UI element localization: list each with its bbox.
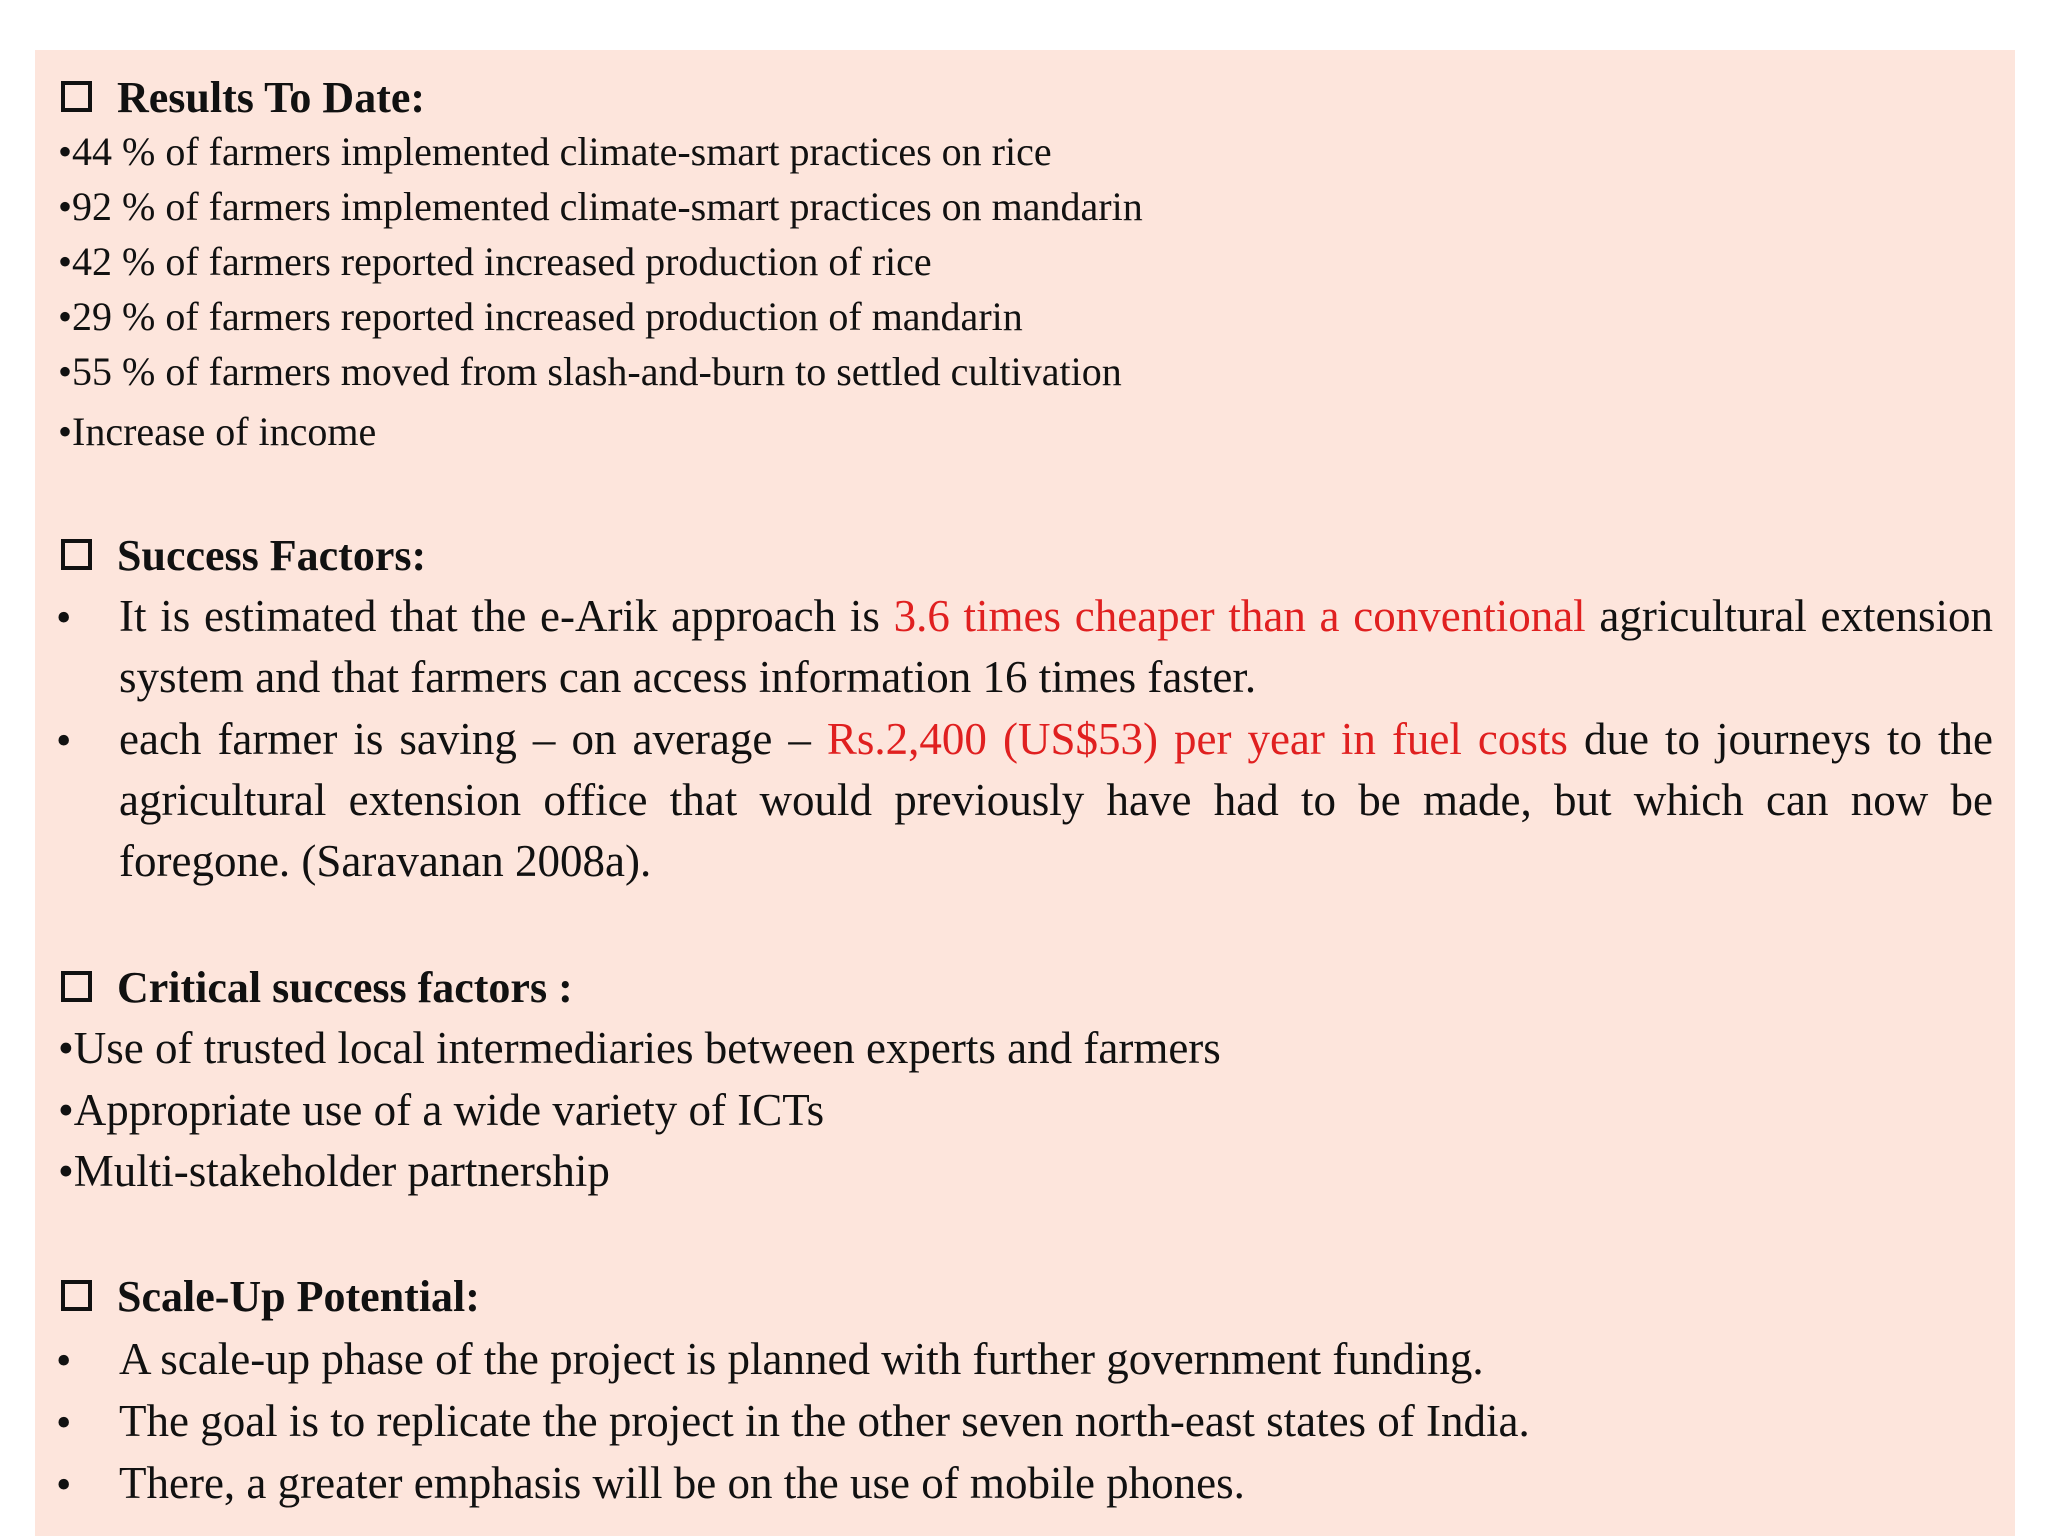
checkbox-square-icon	[61, 539, 92, 570]
results-item: •42 % of farmers reported increased production of rice	[58, 239, 932, 284]
checkbox-square-icon	[61, 971, 92, 1002]
critical-heading-label: Critical success factors :	[117, 963, 573, 1012]
critical-item: •Appropriate use of a wide variety of ICTs	[58, 1085, 825, 1135]
success-heading	[61, 531, 427, 580]
scaleup-item-text: A scale-up phase of the project is planned with further government funding.	[119, 1334, 1484, 1384]
results-heading	[61, 73, 426, 122]
results-item: •92 % of farmers implemented climate-smart practices on mandarin	[58, 184, 1143, 229]
cost-highlight: 3.6 times cheaper than a conventional	[893, 591, 1586, 641]
checkbox-square-icon	[61, 81, 92, 112]
savings-highlight: Rs.2,400 (US$53) per year in fuel costs	[826, 714, 1568, 764]
results-item: •Increase of income	[58, 409, 377, 454]
scaleup-item-text: The goal is to replicate the project in the other seven north-east states of India.	[119, 1396, 1530, 1446]
bullet-icon: •	[56, 1460, 72, 1509]
critical-heading	[61, 963, 573, 1012]
bullet-icon: •	[56, 1398, 72, 1447]
success-heading-label: Success Factors:	[117, 531, 427, 580]
checkbox-square-icon	[61, 1280, 92, 1311]
results-item: •55 % of farmers moved from slash-and-burn to settled cultivation	[58, 349, 1122, 394]
scaleup-item-text: There, a greater emphasis will be on the use of mobile phones.	[119, 1458, 1245, 1508]
bullet-icon: •	[56, 1336, 72, 1385]
results-item: •29 % of farmers reported increased production of mandarin	[58, 294, 1023, 339]
results-item: •44 % of farmers implemented climate-smart practices on rice	[58, 129, 1052, 174]
scaleup-heading-label: Scale-Up Potential:	[117, 1272, 480, 1321]
success-item-text: It is estimated that the e-Arik approach is 3.6 times cheaper than a conventional agricultural extension system and that farmers can access information 16 times faster.	[119, 591, 1993, 702]
critical-item: •Use of trusted local intermediaries between experts and farmers	[58, 1023, 1221, 1073]
critical-item: •Multi-stakeholder partnership	[58, 1146, 610, 1196]
bullet-icon: •	[56, 716, 72, 765]
scaleup-heading	[61, 1272, 480, 1321]
success-item-text: each farmer is saving – on average – Rs.2,400 (US$53) per year in fuel costs due to journeys to the agricultural extension office that would previously have had to be made, but which can now be foregone. (Saravanan 2008a).	[119, 714, 1993, 886]
bullet-icon: •	[56, 593, 72, 642]
slide-panel	[35, 50, 2015, 1536]
results-heading-label: Results To Date:	[117, 73, 426, 122]
